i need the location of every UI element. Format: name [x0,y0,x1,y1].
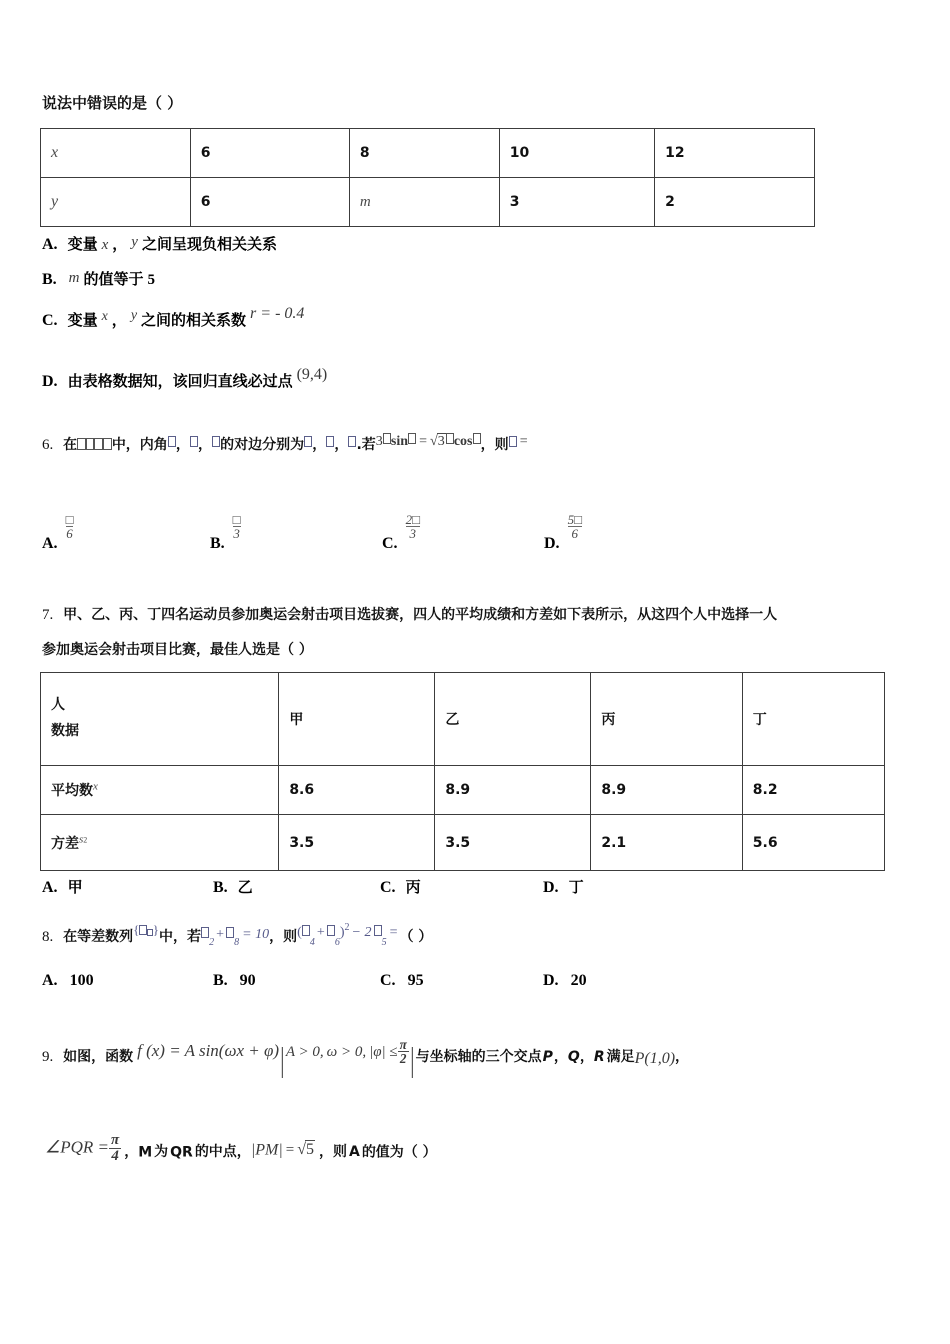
tofu-box-icon [201,927,209,938]
tofu-box-icon [190,436,198,447]
q9-point-q-label: Q [567,1049,580,1065]
q6-option-d-label: D. [544,535,560,552]
q8-eq2-power: 2 [344,922,350,933]
q7-stem-text-1: 甲、乙、丙、丁四名运动员参加奥运会射击项目选拔赛，四人的平均成绩和方差如下表所示，从这四个人中选择一人 [63,607,778,623]
q6-sqrt-3: √3 [430,434,445,449]
q8-option-a[interactable] [42,972,94,990]
q9-point-m: M [138,1144,153,1161]
q9-sqrt-5: √5 [297,1141,314,1159]
q8-eq2-open: ( [297,925,302,940]
q5-option-d-point: (9,4) [296,366,328,383]
q6-number: 6. [42,437,54,453]
q8-option-d-label: D. [543,972,559,989]
q6-stem [42,431,528,457]
q8-eq2-plus: + [316,925,325,940]
q5-option-a-label: A. [42,236,58,253]
q8-eq1-sub1: 2 [209,936,215,948]
q6-option-d[interactable] [544,513,582,553]
q5-stem-tail-text: 说法中错误的是（ ） [42,94,183,112]
q7-row-mean-value-0: 8.6 [279,766,435,815]
q7-option-d[interactable] [543,876,584,897]
q5-option-a-var1: x [101,237,109,253]
q6-eq-coef: 3 [375,434,383,449]
q6-eq-sin: sin [390,434,409,449]
q6-part-3: ， [175,437,190,453]
q5-row1-cell-2: 10 [499,129,654,178]
q6-option-a-denominator: 6 [66,526,73,541]
q8-eq2-sub2: 6 [334,936,340,948]
q6-part-4: ， [198,437,213,453]
q7-row-variance-value-0: 3.5 [279,815,435,871]
q6-part-7: ， [334,437,349,453]
tofu-box-icon [103,438,112,450]
tofu-box-icon [408,433,416,444]
q7-row-mean-value-3: 8.2 [742,766,884,815]
q9-point-p-label: P [542,1049,553,1065]
q6-option-a-label: A. [42,535,58,552]
q5-row1-header: x [41,129,191,178]
q6-option-b-denominator: 3 [233,526,240,541]
q9-amplitude-label: A [348,1144,360,1161]
q5-row2-cell-2: 3 [499,178,654,227]
q6-eq-equals: = [419,434,428,449]
q7-row-variance-value-1: 3.5 [435,815,591,871]
q7-row-mean-value-2: 8.9 [591,766,742,815]
q5-option-d-label: D. [42,373,58,390]
q8-option-b[interactable] [213,972,256,990]
q5-row2-cell-0: 6 [190,178,349,227]
q8-option-d-value: 20 [570,972,587,989]
q7-row-variance-label-sup: s [79,832,84,845]
q7-option-b[interactable] [213,876,253,897]
q8-option-b-label: B. [213,972,228,989]
q9-part-3: 满足 [606,1049,635,1065]
q5-option-d-post: 由表格数据知，该回归直线必过点 [67,372,293,390]
q7-option-b-text: 乙 [237,878,253,896]
q9-point-r-label: R [593,1049,605,1065]
q8-option-a-label: A. [42,972,58,989]
q8-option-c[interactable] [380,972,424,990]
q8-part-2: 中，若 [159,929,201,945]
q5-option-a-sep: ， [112,235,128,253]
q9-wei: 为 [154,1144,169,1161]
q8-eq1-sub2: 8 [234,936,240,948]
q6-option-b[interactable] [210,513,241,553]
q5-option-c-formula: r = - 0.4 [250,305,305,322]
table-row [41,815,885,871]
q8-eq2-equals: = [389,925,398,940]
q5-row1-cell-1: 8 [349,129,499,178]
q7-stem-line-2 [42,640,313,662]
tofu-box-icon [139,925,147,935]
q6-part-8: .若 [356,437,376,453]
tofu-box-icon [168,436,176,447]
q8-option-a-value: 100 [69,972,94,989]
q9-comma-3: ， [675,1049,690,1065]
q7-row-variance-label-text: 方差 [51,835,79,852]
q6-option-a[interactable] [42,513,73,553]
q9-length-equals: = [285,1142,295,1159]
tofu-box-icon [383,433,391,444]
q9-condition-phi-abs: |φ| ≤ [369,1044,398,1060]
q9-midpoint-text: 的中点， [194,1144,251,1161]
q5-option-c-post: 之间的相关系数 [141,311,247,329]
q5-option-a[interactable] [42,233,277,254]
q6-option-c-fraction [406,513,420,540]
q5-option-c-var2: y [130,308,138,323]
q8-option-c-label: C. [380,972,396,989]
tofu-box-icon [86,438,95,450]
q6-option-b-label: B. [210,535,225,552]
q5-option-a-post: 之间呈现负相关关系 [141,235,277,253]
q7-row-variance-label-sup2: 2 [83,834,88,844]
tofu-box-icon [94,438,103,450]
q6-option-b-fraction [233,513,241,540]
q9-stem-line-2 [45,1133,437,1165]
q8-option-b-value: 90 [239,972,256,989]
q7-data-table [40,672,885,871]
tofu-box-icon [327,925,335,936]
q9-tail-comma: ，则 [318,1144,347,1161]
q6-option-a-numerator: □ [65,512,74,527]
q5-data-table [40,128,815,227]
q5-row1-cell-3: 12 [655,129,815,178]
q6-option-c[interactable] [382,513,420,553]
q7-option-a[interactable] [42,876,83,897]
table-row [41,673,885,766]
q7-row-mean-value-1: 8.9 [435,766,591,815]
q5-option-a-var2: y [131,234,138,250]
q7-column-header-1: 乙 [435,673,591,766]
q7-column-header-0: 甲 [279,673,435,766]
q9-comma-1: ， [553,1049,568,1065]
q9-condition-fraction [398,1038,409,1066]
q7-number: 7. [42,607,54,623]
q7-column-header-3: 丁 [742,673,884,766]
q9-formula: f (x) = A sin(ωx + φ) [137,1041,280,1060]
q9-condition-frac-num: π [399,1036,407,1052]
q9-condition-a: A > 0, [285,1044,324,1060]
q8-part-1: 在等差数列 [63,929,134,945]
q9-sqrt-radicand: 5 [305,1141,314,1159]
q5-row2-cell-1: m [349,178,499,227]
q5-row1-cell-0: 6 [190,129,349,178]
q7-option-a-label: A. [42,879,58,896]
q7-row-variance-label [41,815,279,871]
q6-eq-cos: cos [453,434,473,449]
q9-angle-frac-num: π [111,1132,120,1148]
q6-option-c-label: C. [382,535,398,552]
q8-number: 8. [42,929,54,945]
q7-row-mean-label-text: 平均数 [51,783,93,799]
q6-part-2: 中，内角 [111,437,168,453]
tofu-box-icon [212,436,220,447]
table-row [41,766,885,815]
tofu-box-icon [446,433,454,444]
q9-length-pm: |PM| [250,1141,283,1159]
q7-option-c[interactable] [380,876,421,897]
q6-part-1: 在 [63,437,78,453]
q7-row-variance-value-3: 5.6 [742,815,884,871]
q7-stem-line-1 [42,604,777,627]
q6-option-d-denominator: 6 [568,526,582,540]
q8-option-c-value: 95 [407,972,424,989]
bracket-open-icon: | [280,1042,285,1079]
q7-option-a-text: 甲 [67,878,83,896]
tofu-box-icon [147,929,153,937]
q9-part-1: 如图，函数 [63,1049,134,1065]
q9-tail-text: 的值为（ ） [361,1144,437,1161]
q7-corner-bottom: 数据 [51,723,79,739]
tofu-box-icon [77,438,86,450]
q8-tail: （ ） [399,929,433,945]
q5-option-c-sep: ， [111,311,127,329]
q6-option-a-fraction [66,513,74,540]
q5-option-c-pre: 变量 [67,311,98,329]
q9-condition-frac-den: 2 [398,1051,409,1065]
q7-row-mean-label-sup: x [93,780,98,793]
bracket-close-icon: | [409,1042,415,1079]
q6-option-d-fraction [568,513,582,540]
q7-row-variance-value-2: 2.1 [591,815,742,871]
q5-option-b-value: 5 [147,272,156,288]
q5-stem-tail [42,92,182,115]
q7-option-b-label: B. [213,879,228,896]
q5-option-b-label: B. [42,271,57,288]
q9-angle-frac-den: 4 [109,1148,121,1164]
q5-row2-header: y [41,178,191,227]
q6-part-10: = [519,434,528,449]
q8-part-3: ，则 [269,929,298,945]
q5-option-d[interactable] [42,366,327,391]
q5-option-b-post: 的值等于 [83,270,144,288]
q8-stem [42,920,432,950]
q7-column-header-2: 丙 [591,673,742,766]
q8-eq2-sub3: 5 [381,936,387,948]
q9-angle-pqr: ∠PQR = [45,1137,110,1157]
table-row [41,178,815,227]
q9-comma-4: ， [124,1144,139,1161]
tofu-box-icon [302,925,310,936]
q5-row2-cell-3: 2 [655,178,815,227]
q8-option-d[interactable] [543,972,587,990]
q5-option-c-label: C. [42,312,58,329]
q9-point-p-coords: P(1,0) [634,1050,676,1067]
q7-option-c-label: C. [380,879,396,896]
tofu-box-icon [509,436,517,447]
q6-sqrt-radicand: 3 [437,434,445,449]
q8-sequence-notation: { } [133,922,159,937]
table-row [41,129,815,178]
tofu-box-icon [226,927,234,938]
q7-option-c-text: 丙 [405,878,421,896]
q9-comma-2: ， [579,1049,594,1065]
q7-stem-text-2: 参加奥运会射击项目比赛，最佳人选是（ ） [42,642,313,658]
q5-option-c[interactable] [42,305,304,330]
tofu-box-icon [374,925,382,936]
q9-segment-qr: QR [170,1144,193,1161]
q9-number: 9. [42,1049,54,1065]
q6-option-d-numerator: 5□ [567,512,582,527]
q5-option-c-var1: x [101,309,108,324]
q7-option-d-text: 丁 [568,878,584,896]
q9-part-2: 与坐标轴的三个交点 [415,1049,542,1065]
q9-angle-fraction [109,1133,121,1165]
q5-option-a-pre: 变量 [67,235,98,253]
q5-option-b[interactable] [42,268,155,289]
q5-option-b-var1: m [68,270,80,286]
q6-option-c-denominator: 3 [406,526,420,540]
tofu-box-icon [473,433,481,444]
q6-part-6: ， [312,437,327,453]
q8-eq1-equals: = 10 [242,927,270,942]
q7-row-mean-label [41,766,279,815]
q8-eq2-close: ) [339,925,345,940]
q9-condition-omega: ω > 0, [326,1044,367,1060]
q9-stem-line-1 [42,1035,689,1088]
q7-corner-cell [41,673,279,766]
q7-option-d-label: D. [543,879,559,896]
q8-eq1-plus: + [216,927,225,942]
q6-part-9: ，则 [480,437,509,453]
q7-corner-top: 人 [51,697,65,714]
q6-option-b-numerator: □ [232,512,241,527]
q6-option-c-numerator: 2□ [405,512,420,527]
q8-eq2-minus: − 2 [351,925,372,940]
q6-part-5: 的对边分别为 [220,437,305,453]
q8-eq2-sub1: 4 [309,936,315,948]
